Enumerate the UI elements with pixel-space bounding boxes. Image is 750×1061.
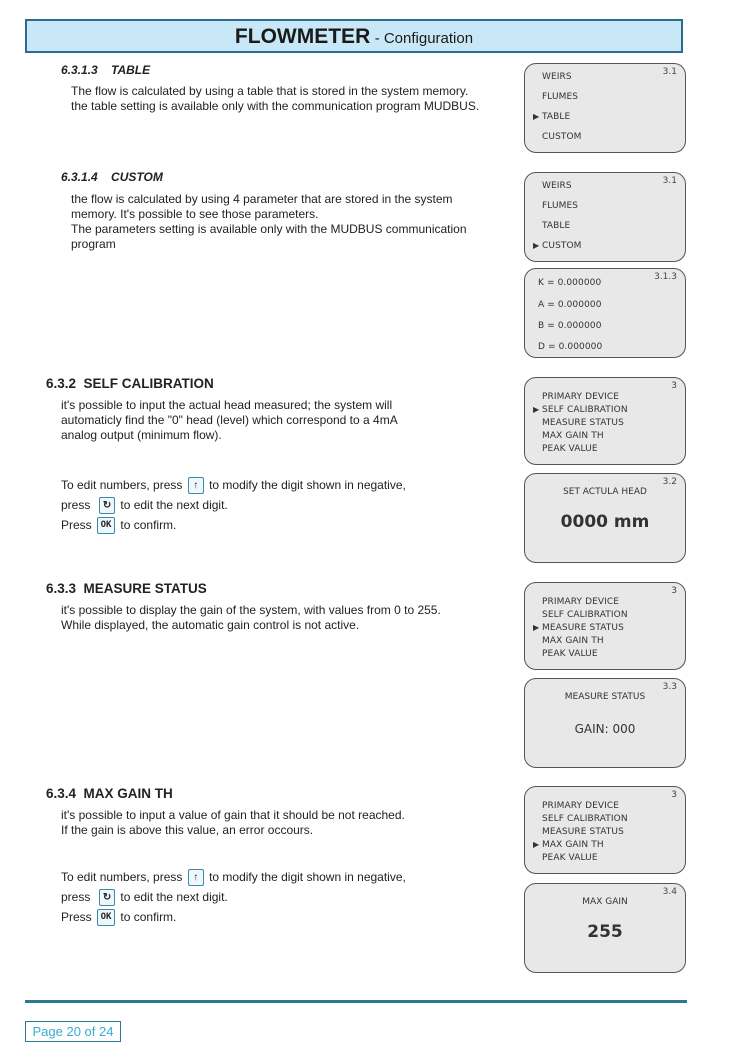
- lcd-params-3-1-3: [524, 268, 686, 358]
- next-digit-key-icon: ↻: [99, 497, 115, 514]
- menu-item-table: TABLE: [542, 221, 571, 231]
- screen-code: 3.1.3: [654, 272, 677, 282]
- lcd-screen-3-3: [524, 678, 686, 768]
- instruction-text: to modify the digit shown in negative,: [209, 870, 406, 884]
- instruction-text: to confirm.: [120, 910, 177, 924]
- text-line: While displayed, the automatic gain control is not active.: [61, 618, 360, 632]
- text-line: If the gain is above this value, an error occours.: [61, 823, 314, 837]
- text-line: the table setting is available only with the communication program MUDBUS.: [71, 99, 480, 113]
- instruction-text: press: [61, 890, 91, 904]
- text-line: it's possible to input a value of gain that it should be not reached.: [61, 808, 405, 822]
- text-line: it's possible to display the gain of the system, with values from 0 to 255.: [61, 603, 441, 617]
- instruction-text: to modify the digit shown in negative,: [209, 478, 406, 492]
- menu-item-custom: ▶ CUSTOM: [533, 241, 582, 251]
- menu-item-self-calibration: ▶ SELF CALIBRATION: [533, 405, 628, 415]
- page-header: [25, 19, 683, 53]
- section-heading-max-gain: 6.3.4 MAX GAIN TH: [46, 786, 173, 801]
- instruction-text: To edit numbers, press: [61, 870, 183, 884]
- max-gain-value: 255: [587, 922, 623, 942]
- text-line: The flow is calculated by using a table that is stored in the system memory.: [71, 84, 469, 98]
- section-text-self-calibration: [61, 398, 398, 443]
- lcd-menu-3-1-custom: [524, 172, 686, 262]
- menu-item-measure-status: ▶ MEASURE STATUS: [533, 623, 624, 633]
- screen-code: 3.4: [662, 887, 677, 897]
- instruction-text: to edit the next digit.: [120, 890, 228, 904]
- head-value: 0000 mm: [560, 512, 650, 532]
- menu-item-self-calibration: SELF CALIBRATION: [542, 610, 628, 620]
- menu-item-peak-value: PEAK VALUE: [542, 853, 598, 863]
- section-text-custom: [71, 192, 467, 252]
- text-line: The parameters setting is available only with the MUDBUS communication: [71, 222, 467, 236]
- instruction-text: To edit numbers, press: [61, 478, 183, 492]
- screen-code: 3.1: [662, 176, 677, 186]
- section-heading-self-calibration: 6.3.2 SELF CALIBRATION: [46, 376, 214, 391]
- menu-item-custom: CUSTOM: [542, 132, 582, 142]
- menu-item-primary-device: PRIMARY DEVICE: [542, 392, 620, 402]
- edit-instructions-1: [61, 475, 406, 535]
- menu-item-max-gain-th: MAX GAIN TH: [542, 431, 604, 441]
- text-line: it's possible to input the actual head measured; the system will: [61, 398, 393, 412]
- lcd-menu-3-self-calibration: [524, 377, 686, 465]
- up-arrow-key-icon: ↑: [188, 477, 204, 494]
- screen-code: 3.1: [662, 67, 677, 77]
- menu-item-measure-status: MEASURE STATUS: [542, 418, 624, 428]
- header-title: FLOWMETER: [234, 25, 371, 48]
- menu-item-flumes: FLUMES: [542, 92, 579, 102]
- menu-item-self-calibration: SELF CALIBRATION: [542, 814, 628, 824]
- instruction-text: Press: [61, 910, 92, 924]
- instruction-text: to edit the next digit.: [120, 498, 228, 512]
- instruction-text: to confirm.: [120, 518, 177, 532]
- instruction-text: press: [61, 498, 91, 512]
- ok-key-icon: OK: [97, 909, 115, 926]
- footer-divider: [25, 1000, 687, 1003]
- menu-item-table: ▶ TABLE: [533, 112, 571, 122]
- param-a: A = 0.000000: [538, 300, 602, 310]
- next-digit-key-icon: ↻: [99, 889, 115, 906]
- param-b: B = 0.000000: [538, 321, 602, 331]
- text-line: analog output (minimum flow).: [61, 428, 222, 442]
- screen-code: 3.2: [662, 477, 677, 487]
- menu-item-weirs: WEIRS: [542, 181, 572, 191]
- up-arrow-key-icon: ↑: [188, 869, 204, 886]
- gain-value: GAIN: 000: [574, 722, 636, 736]
- selection-arrow-icon: ▶: [533, 405, 540, 414]
- screen-code: 3: [671, 790, 677, 800]
- menu-item-weirs: WEIRS: [542, 72, 572, 82]
- section-text-measure-status: [61, 603, 441, 633]
- screen-code: 3: [671, 381, 677, 391]
- text-line: memory. It's possible to see those parameters.: [71, 207, 319, 221]
- page-number: Page 20 of 24: [25, 1021, 121, 1042]
- screen-code: 3: [671, 586, 677, 596]
- text-line: automaticly find the "0" head (level) which correspond to a 4mA: [61, 413, 398, 427]
- menu-item-primary-device: PRIMARY DEVICE: [542, 597, 620, 607]
- selection-arrow-icon: ▶: [533, 112, 540, 121]
- section-text-max-gain: [61, 808, 405, 838]
- text-line: program: [71, 237, 116, 251]
- lcd-screen-3-2: [524, 473, 686, 563]
- selection-arrow-icon: ▶: [533, 241, 540, 250]
- lcd-menu-3-1-table: [524, 63, 686, 153]
- menu-item-peak-value: PEAK VALUE: [542, 444, 598, 454]
- section-heading-custom: 6.3.1.4 CUSTOM: [61, 170, 163, 184]
- menu-item-flumes: FLUMES: [542, 201, 579, 211]
- selection-arrow-icon: ▶: [533, 840, 540, 849]
- section-text-table: [71, 84, 479, 114]
- menu-item-peak-value: PEAK VALUE: [542, 649, 598, 659]
- section-heading-table: 6.3.1.3 TABLE: [61, 63, 151, 77]
- screen-title: MEASURE STATUS: [564, 692, 646, 702]
- screen-code: 3.3: [662, 682, 677, 692]
- screen-title: SET ACTULA HEAD: [563, 487, 647, 497]
- section-heading-measure-status: 6.3.3 MEASURE STATUS: [46, 581, 207, 596]
- header-subtitle: - Configuration: [374, 30, 474, 47]
- param-d: D = 0.000000: [538, 342, 603, 352]
- text-line: the flow is calculated by using 4 parameter that are stored in the system: [71, 192, 453, 206]
- menu-item-primary-device: PRIMARY DEVICE: [542, 801, 620, 811]
- menu-item-max-gain-th: MAX GAIN TH: [542, 636, 604, 646]
- lcd-screen-3-4: [524, 883, 686, 973]
- lcd-menu-3-max-gain: [524, 786, 686, 874]
- instruction-text: Press: [61, 518, 92, 532]
- ok-key-icon: OK: [97, 517, 115, 534]
- lcd-menu-3-measure-status: [524, 582, 686, 670]
- edit-instructions-2: [61, 867, 406, 927]
- screen-title: MAX GAIN: [582, 897, 628, 907]
- menu-item-measure-status: MEASURE STATUS: [542, 827, 624, 837]
- selection-arrow-icon: ▶: [533, 623, 540, 632]
- param-k: K = 0.000000: [538, 278, 602, 288]
- menu-item-max-gain-th: ▶ MAX GAIN TH: [533, 840, 604, 850]
